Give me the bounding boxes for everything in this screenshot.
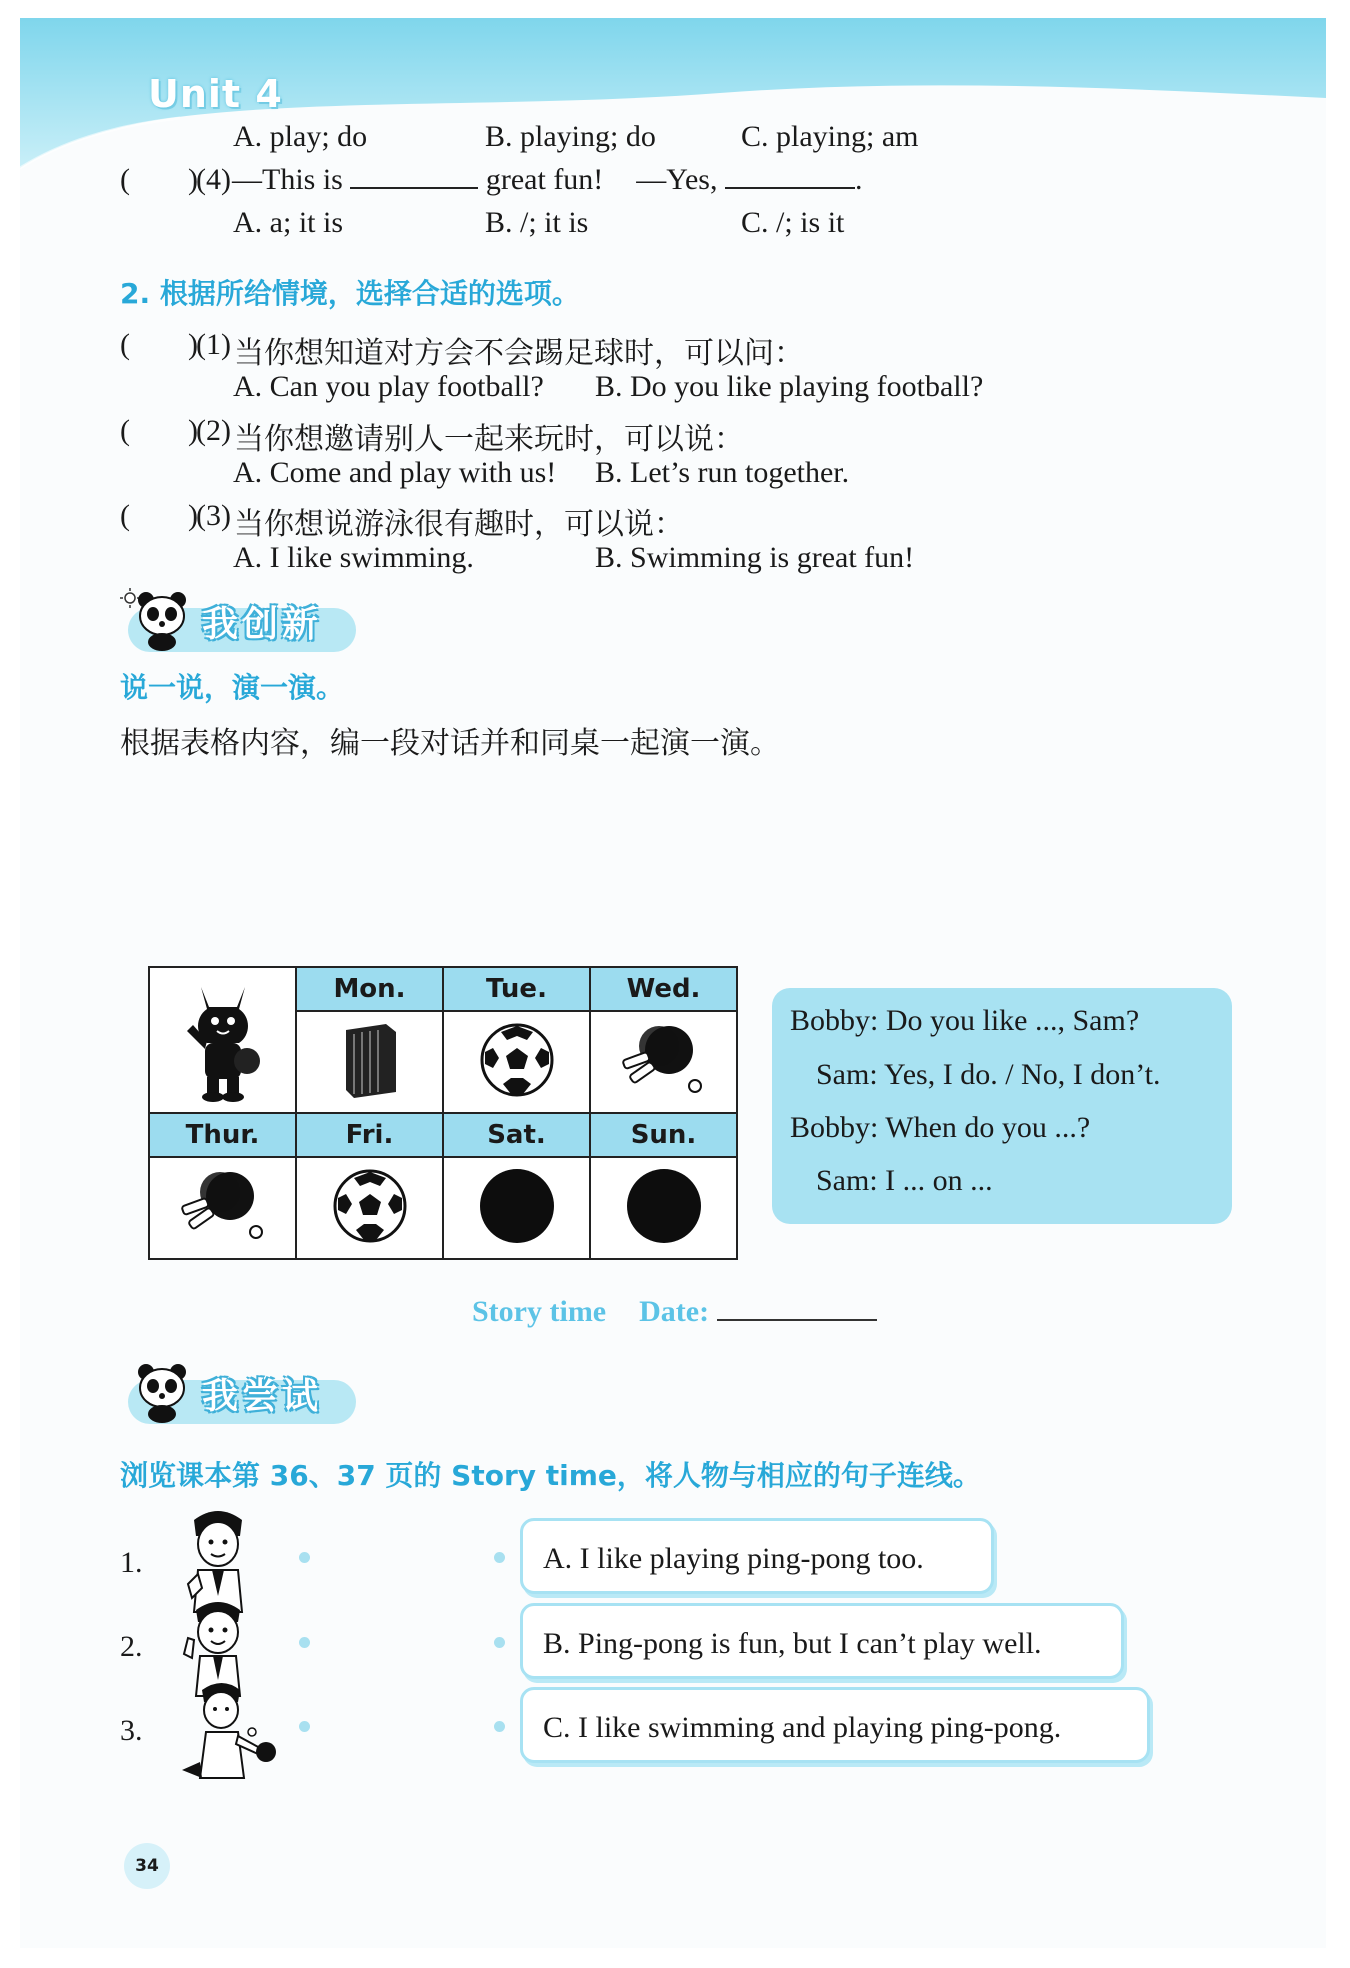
wed-activity <box>590 1011 737 1113</box>
date-label: Date: <box>639 1295 710 1328</box>
day-thur: Thur. <box>149 1113 296 1157</box>
q4-answer-bracket[interactable]: ( ) <box>120 163 198 196</box>
dialog-line-1: Bobby: Do you like ..., Sam? <box>790 1004 1140 1037</box>
s2-q2-number: (2) <box>196 414 231 447</box>
mon-activity <box>296 1011 443 1113</box>
section2-heading: 2. 根据所给情境，选择合适的选项。 <box>120 277 580 310</box>
day-sat: Sat. <box>443 1113 590 1157</box>
q3-option-a: A. play; do <box>233 120 368 153</box>
q4-option-b: B. /; it is <box>485 206 589 239</box>
football-icon <box>479 1022 555 1098</box>
s2-q2-prompt: 当你想邀请别人一起来玩时，可以说： <box>234 423 744 456</box>
s2-q3-option-a: A. I like swimming. <box>233 541 474 574</box>
create-heading: 说一说，演一演。 <box>120 671 345 704</box>
story-time-date <box>472 1295 877 1329</box>
day-mon: Mon. <box>296 967 443 1011</box>
dialog-line-3: Bobby: When do you ...? <box>790 1111 1091 1144</box>
cat-character-cell <box>149 967 296 1113</box>
page-number: 34 <box>124 1843 170 1889</box>
panda-icon <box>118 1358 208 1424</box>
books-icon <box>340 1020 400 1100</box>
match-number-3: 3. <box>120 1714 143 1747</box>
thur-activity <box>149 1157 296 1259</box>
day-sun: Sun. <box>590 1113 737 1157</box>
tue-activity <box>443 1011 590 1113</box>
sat-activity <box>443 1157 590 1259</box>
s2-q2-option-a: A. Come and play with us! <box>233 456 557 489</box>
boy-3-icon <box>180 1678 280 1782</box>
s2-q3-bracket[interactable]: ( ) <box>120 499 198 532</box>
dialog-line-2: Sam: Yes, I do. / No, I don’t. <box>816 1058 1161 1091</box>
s2-q1-prompt: 当你想知道对方会不会踢足球时，可以问： <box>234 337 804 370</box>
match-number-2: 2. <box>120 1630 143 1663</box>
try-badge-label: 我尝试 <box>202 1376 323 1417</box>
match-number-1: 1. <box>120 1546 143 1579</box>
match-dot-right-b[interactable] <box>494 1637 505 1648</box>
create-badge <box>118 586 358 652</box>
sentence-a[interactable]: A. I like playing ping-pong too. <box>520 1518 994 1594</box>
s2-q3-number: (3) <box>196 499 231 532</box>
match-dot-left-2[interactable] <box>299 1637 310 1648</box>
date-blank[interactable] <box>717 1319 877 1321</box>
create-badge-label: 我创新 <box>202 604 323 645</box>
s2-q1-option-a: A. Can you play football? <box>233 370 544 403</box>
match-dot-left-3[interactable] <box>299 1721 310 1732</box>
black-circle-icon <box>624 1166 704 1246</box>
day-tue: Tue. <box>443 967 590 1011</box>
q4-blank-2[interactable] <box>725 187 855 189</box>
unit-title: Unit 4 <box>148 72 283 116</box>
schedule-table <box>148 966 738 1260</box>
s2-q3-option-b: B. Swimming is great fun! <box>595 541 915 574</box>
q3-option-c: C. playing; am <box>741 120 919 153</box>
try-heading: 浏览课本第 36、37 页的 Story time，将人物与相应的句子连线。 <box>120 1459 981 1492</box>
s2-q1-option-b: B. Do you like playing football? <box>595 370 984 403</box>
s2-q2-bracket[interactable]: ( ) <box>120 414 198 447</box>
sentence-c[interactable]: C. I like swimming and playing ping-pong. <box>520 1687 1150 1763</box>
q4-number: (4) <box>196 163 231 196</box>
try-badge <box>118 1358 358 1424</box>
q4-question: —This is great fun! —Yes, . <box>232 163 863 196</box>
ping-pong-icon <box>619 1020 709 1100</box>
story-time-label: Story time <box>472 1295 607 1328</box>
s2-q3-prompt: 当你想说游泳很有趣时，可以说： <box>234 508 684 541</box>
fri-activity <box>296 1157 443 1259</box>
day-wed: Wed. <box>590 967 737 1011</box>
create-instruction: 根据表格内容，编一段对话并和同桌一起演一演。 <box>120 727 780 760</box>
ping-pong-icon <box>178 1166 268 1246</box>
workbook-page <box>20 18 1326 1948</box>
q4-option-a: A. a; it is <box>233 206 343 239</box>
dialog-box <box>772 988 1232 1224</box>
q3-option-b: B. playing; do <box>485 120 656 153</box>
q4-option-c: C. /; is it <box>741 206 845 239</box>
dialog-line-4: Sam: I ... on ... <box>816 1164 993 1197</box>
s2-q1-bracket[interactable]: ( ) <box>120 328 198 361</box>
match-dot-left-1[interactable] <box>299 1552 310 1563</box>
black-circle-icon <box>477 1166 557 1246</box>
day-fri: Fri. <box>296 1113 443 1157</box>
match-dot-right-c[interactable] <box>494 1721 505 1732</box>
panda-icon <box>118 586 208 652</box>
sentence-b[interactable]: B. Ping-pong is fun, but I can’t play well. <box>520 1603 1124 1679</box>
football-icon <box>332 1168 408 1244</box>
q4-blank-1[interactable] <box>350 187 478 189</box>
cat-icon <box>173 973 273 1103</box>
match-dot-right-a[interactable] <box>494 1552 505 1563</box>
s2-q1-number: (1) <box>196 328 231 361</box>
sun-activity <box>590 1157 737 1259</box>
s2-q2-option-b: B. Let’s run together. <box>595 456 850 489</box>
